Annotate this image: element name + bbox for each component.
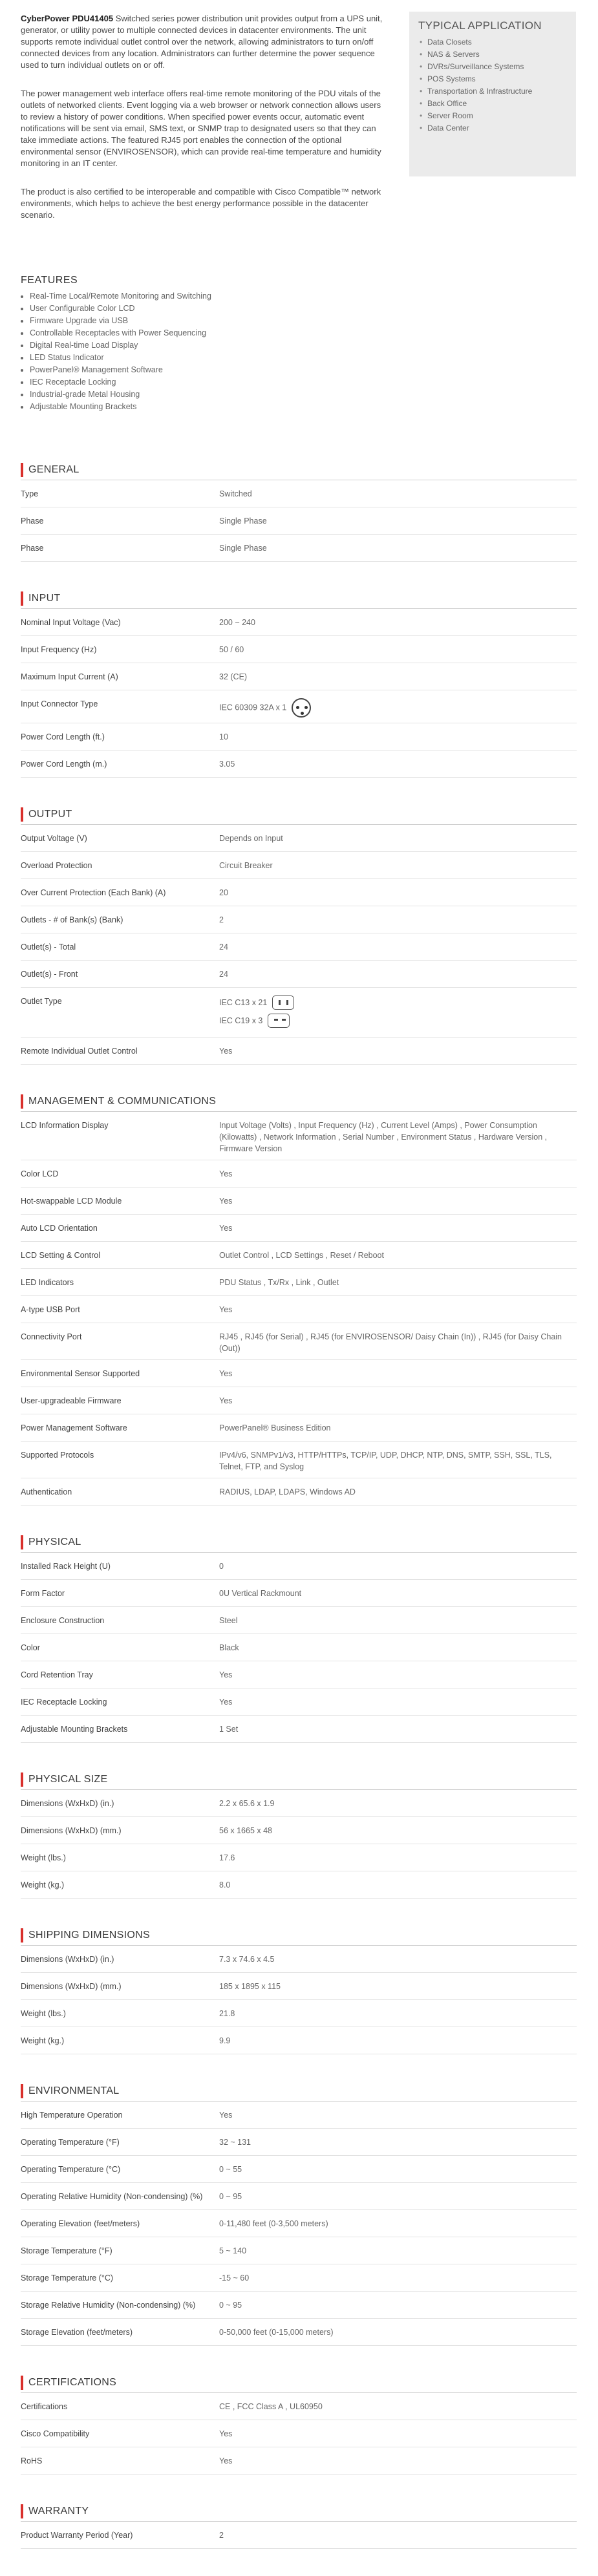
section-accent-bar: [21, 2504, 23, 2518]
typical-application-item: • POS Systems: [418, 73, 567, 85]
spec-label: LCD Information Display: [21, 1121, 109, 1130]
spec-value: 0: [219, 1562, 224, 1571]
spec-value: [219, 995, 577, 1037]
typical-application-item: • Server Room: [418, 110, 567, 122]
spec-value: 2: [219, 915, 224, 924]
section-header: [21, 1770, 577, 1790]
spec-row: [21, 2420, 577, 2447]
spec-row: [21, 2102, 577, 2129]
spec-row: [21, 1215, 577, 1242]
spec-label: Weight (lbs.): [21, 2009, 66, 2018]
section-header: [21, 805, 577, 825]
spec-value: IEC 60309 32A x 1: [219, 698, 577, 723]
typical-application-item: • Back Office: [418, 98, 567, 110]
spec-value: Yes: [219, 1224, 233, 1233]
section-title: MANAGEMENT & COMMUNICATIONS: [28, 1096, 217, 1107]
feature-item: • PowerPanel® Management Software: [30, 364, 383, 376]
section-accent-bar: [21, 1094, 23, 1109]
product-description: [21, 13, 383, 238]
iec-c13-socket-icon: [272, 995, 294, 1010]
spec-value: Yes: [219, 2456, 233, 2465]
spec-row: [21, 2319, 577, 2346]
feature-item: • Controllable Receptacles with Power Sequencing: [30, 327, 383, 339]
section-title: OUTPUT: [28, 809, 72, 820]
spec-label: Nominal Input Voltage (Vac): [21, 618, 121, 627]
spec-value: Switched: [219, 489, 252, 498]
spec-row: [21, 1844, 577, 1871]
spec-value: IPv4/v6, SNMPv1/v3, HTTP/HTTPs, TCP/IP, UDP, DHCP, NTP, DNS, SMTP, SSH, SSL, TLS, Telnet, FTP, and Syslog: [219, 1451, 552, 1471]
spec-value: 0 ~ 95: [219, 2301, 242, 2310]
spec-row: [21, 2129, 577, 2156]
spec-label: Color: [21, 1643, 40, 1652]
intro-text-1: Switched series power distribution unit provides output from a UPS unit, generator, or utility power to multiple connected devices in datacenter environments. The unit supports remote individual outlet control over the network, allowing administrators to turn on/off connected devices from any location. Administrators can further determine the power sequence used to turn individual outlets on or off.: [21, 14, 383, 70]
typical-application-box: [409, 12, 576, 176]
spec-value: Circuit Breaker: [219, 861, 273, 870]
spec-value: 32 ~ 131: [219, 2138, 251, 2147]
spec-row: [21, 1790, 577, 1817]
spec-value: 2: [219, 2531, 224, 2540]
spec-value: Single Phase: [219, 544, 267, 553]
spec-label: Dimensions (WxHxD) (in.): [21, 1799, 114, 1808]
spec-value: RJ45 , RJ45 (for Serial) , RJ45 (for ENVIROSENSOR/ Daisy Chain (In)) , RJ45 (for Daisy Chain (Out)): [219, 1332, 562, 1353]
spec-label: Operating Temperature (°F): [21, 2138, 120, 2147]
section-accent-bar: [21, 463, 23, 477]
spec-label: Environmental Sensor Supported: [21, 1369, 140, 1378]
spec-label: Cisco Compatibility: [21, 2429, 90, 2438]
spec-row: [21, 2000, 577, 2027]
spec-row: [21, 1871, 577, 1899]
features-list: [21, 290, 383, 413]
spec-row: [21, 2237, 577, 2264]
spec-row: [21, 750, 577, 778]
section-accent-bar: [21, 2084, 23, 2098]
feature-item: • Industrial-grade Metal Housing: [30, 389, 383, 401]
features-title: FEATURES: [21, 275, 78, 286]
spec-row: [21, 1817, 577, 1844]
product-name: CyberPower PDU41405: [21, 14, 114, 23]
spec-row: [21, 1187, 577, 1215]
spec-value: 10: [219, 732, 228, 741]
spec-label: Installed Rack Height (U): [21, 1562, 111, 1571]
spec-label: Input Frequency (Hz): [21, 645, 97, 654]
spec-row: [21, 480, 577, 507]
spec-label: Connectivity Port: [21, 1332, 82, 1341]
spec-row: [21, 1973, 577, 2000]
spec-value: Yes: [219, 2429, 233, 2438]
spec-label: Output Voltage (V): [21, 834, 87, 843]
typical-application-list: [418, 36, 567, 134]
spec-label: Power Management Software: [21, 1423, 127, 1432]
feature-item: • LED Status Indicator: [30, 352, 383, 364]
spec-row: [21, 988, 577, 1038]
spec-row: [21, 1553, 577, 1580]
section-management: [21, 1092, 577, 1506]
spec-value: 0 ~ 55: [219, 2165, 242, 2174]
spec-value: 56 x 1665 x 48: [219, 1826, 273, 1835]
spec-row: [21, 2393, 577, 2420]
spec-value: Yes: [219, 1305, 233, 1314]
spec-label: Maximum Input Current (A): [21, 672, 118, 681]
section-header: [21, 589, 577, 609]
iec-60309-connector-icon: [292, 698, 311, 718]
spec-row: [21, 879, 577, 906]
spec-label: Power Cord Length (m.): [21, 760, 107, 769]
section-header: [21, 1092, 577, 1112]
feature-item: • IEC Receptacle Locking: [30, 376, 383, 389]
spec-row: [21, 906, 577, 933]
section-accent-bar: [21, 1535, 23, 1549]
spec-value: 200 ~ 240: [219, 618, 255, 627]
spec-label: Authentication: [21, 1487, 72, 1496]
spec-label: Outlet(s) - Total: [21, 942, 76, 952]
spec-label: IEC Receptacle Locking: [21, 1698, 107, 1707]
feature-item: • Firmware Upgrade via USB: [30, 315, 383, 327]
spec-row: [21, 2447, 577, 2475]
section-title: GENERAL: [28, 464, 80, 475]
spec-row: [21, 1580, 577, 1607]
typical-application-item: • Transportation & Infrastructure: [418, 85, 567, 98]
spec-value: CE , FCC Class A , UL60950: [219, 2402, 323, 2411]
spec-value: PowerPanel® Business Edition: [219, 1423, 331, 1432]
section-output: [21, 805, 577, 1065]
spec-value: 17.6: [219, 1853, 235, 1862]
spec-row: [21, 1242, 577, 1269]
spec-row: [21, 1269, 577, 1296]
spec-row: [21, 2292, 577, 2319]
spec-label: Overload Protection: [21, 861, 92, 870]
spec-row: [21, 1160, 577, 1187]
spec-value: 2.2 x 65.6 x 1.9: [219, 1799, 275, 1808]
intro-paragraph-1: [21, 13, 383, 71]
spec-label: User-upgradeable Firmware: [21, 1396, 122, 1405]
section-general: [21, 460, 577, 562]
spec-row: [21, 663, 577, 690]
spec-row: [21, 961, 577, 988]
spec-label: Outlet Type: [21, 997, 62, 1006]
spec-value: Yes: [219, 1197, 233, 1206]
section-physical: [21, 1533, 577, 1743]
section-title: PHYSICAL: [28, 1537, 81, 1548]
spec-label: Remote Individual Outlet Control: [21, 1047, 138, 1056]
spec-value: Outlet Control , LCD Settings , Reset / Reboot: [219, 1251, 384, 1260]
spec-value: Yes: [219, 2111, 233, 2120]
spec-row: [21, 852, 577, 879]
spec-value: RADIUS, LDAP, LDAPS, Windows AD: [219, 1487, 356, 1496]
spec-label: Input Connector Type: [21, 699, 98, 708]
spec-value: Single Phase: [219, 516, 267, 526]
spec-label: Weight (kg.): [21, 1880, 65, 1889]
spec-row: [21, 1387, 577, 1414]
section-header: [21, 2373, 577, 2393]
section-accent-bar: [21, 2376, 23, 2390]
section-accent-bar: [21, 591, 23, 606]
section-accent-bar: [21, 807, 23, 822]
spec-value: 24: [219, 970, 228, 979]
spec-value: 9.9: [219, 2036, 231, 2045]
section-header: [21, 1926, 577, 1946]
spec-value: Yes: [219, 1169, 233, 1178]
spec-value: 0 ~ 95: [219, 2192, 242, 2201]
spec-value: 20: [219, 888, 228, 897]
spec-row: [21, 2156, 577, 2183]
spec-label: High Temperature Operation: [21, 2111, 123, 2120]
spec-value: 0-11,480 feet (0-3,500 meters): [219, 2219, 328, 2228]
spec-row: [21, 723, 577, 750]
spec-label: Storage Elevation (feet/meters): [21, 2328, 133, 2337]
spec-row: [21, 1716, 577, 1743]
typical-application-title: TYPICAL APPLICATION: [418, 19, 542, 32]
spec-value: Yes: [219, 1698, 233, 1707]
spec-row: [21, 1442, 577, 1478]
outlet-c19-label: IEC C19 x 3: [219, 1016, 263, 1025]
section-physical-size: [21, 1770, 577, 1899]
section-title: CERTIFICATIONS: [28, 2377, 117, 2388]
spec-label: Weight (kg.): [21, 2036, 65, 2045]
spec-label: LED Indicators: [21, 1278, 74, 1287]
spec-value: 7.3 x 74.6 x 4.5: [219, 1955, 275, 1964]
typical-application-item: • Data Center: [418, 122, 567, 134]
spec-label: Cord Retention Tray: [21, 1670, 93, 1679]
spec-value: Black: [219, 1643, 239, 1652]
spec-label: Dimensions (WxHxD) (in.): [21, 1955, 114, 1964]
spec-value: Yes: [219, 1369, 233, 1378]
spec-value: PDU Status , Tx/Rx , Link , Outlet: [219, 1278, 339, 1287]
section-header: [21, 2081, 577, 2102]
spec-label: Over Current Protection (Each Bank) (A): [21, 888, 166, 897]
spec-row: [21, 1038, 577, 1065]
spec-row: [21, 1323, 577, 1360]
section-accent-bar: [21, 1928, 23, 1943]
spec-label: Storage Temperature (°C): [21, 2273, 114, 2283]
spec-value: 0-50,000 feet (0-15,000 meters): [219, 2328, 334, 2337]
spec-value: 5 ~ 140: [219, 2246, 247, 2255]
spec-row: [21, 1607, 577, 1634]
spec-row: [21, 535, 577, 562]
feature-item: • Adjustable Mounting Brackets: [30, 401, 383, 413]
section-certifications: [21, 2373, 577, 2475]
spec-value: 0U Vertical Rackmount: [219, 1589, 302, 1598]
spec-label: Certifications: [21, 2402, 68, 2411]
spec-value: 50 / 60: [219, 645, 244, 654]
typical-application-item: • DVRs/Surveillance Systems: [418, 61, 567, 73]
section-header: [21, 2502, 577, 2522]
spec-row: [21, 1661, 577, 1688]
spec-row: [21, 507, 577, 535]
spec-label: Outlets - # of Bank(s) (Bank): [21, 915, 123, 924]
section-warranty: [21, 2502, 577, 2549]
spec-row: [21, 2264, 577, 2292]
spec-value: 185 x 1895 x 115: [219, 1982, 281, 1991]
spec-label: Auto LCD Orientation: [21, 1224, 98, 1233]
section-title: INPUT: [28, 593, 61, 604]
spec-value: 21.8: [219, 2009, 235, 2018]
spec-label: Outlet(s) - Front: [21, 970, 78, 979]
spec-row: [21, 825, 577, 852]
spec-label: Type: [21, 489, 39, 498]
spec-label: Hot-swappable LCD Module: [21, 1197, 122, 1206]
spec-label: A-type USB Port: [21, 1305, 80, 1314]
spec-value: Input Voltage (Volts) , Input Frequency (Hz) , Current Level (Amps) , Power Consumption (Kilowatts) , Network Information , Serial Number , Environment Status , Hardware Version , Firmware Version: [219, 1121, 548, 1153]
section-title: PHYSICAL SIZE: [28, 1774, 108, 1785]
section-title: ENVIRONMENTAL: [28, 2085, 120, 2096]
spec-label: Power Cord Length (ft.): [21, 732, 105, 741]
section-input: [21, 589, 577, 778]
spec-label: Color LCD: [21, 1169, 59, 1178]
typical-application-item: • NAS & Servers: [418, 48, 567, 61]
spec-row: [21, 1688, 577, 1716]
spec-label: Storage Relative Humidity (Non-condensing) (%): [21, 2301, 196, 2310]
spec-row: [21, 1414, 577, 1442]
feature-item: • User Configurable Color LCD: [30, 303, 383, 315]
spec-label: Product Warranty Period (Year): [21, 2531, 133, 2540]
spec-row: [21, 2522, 577, 2549]
feature-item: • Real-Time Local/Remote Monitoring and Switching: [30, 290, 383, 303]
spec-label: Dimensions (WxHxD) (mm.): [21, 1826, 122, 1835]
section-title: WARRANTY: [28, 2506, 89, 2517]
spec-label: RoHS: [21, 2456, 43, 2465]
intro-paragraph-3: The product is also certified to be interoperable and compatible with Cisco Compatible™ network environments, which helps to achieve the best energy performance possible in the datacenter scenario.: [21, 187, 381, 220]
spec-value: 32 (CE): [219, 672, 248, 681]
spec-row: [21, 1634, 577, 1661]
spec-value: Yes: [219, 1396, 233, 1405]
spec-row: [21, 1296, 577, 1323]
spec-row: [21, 933, 577, 961]
spec-label: Operating Elevation (feet/meters): [21, 2219, 140, 2228]
spec-row: [21, 2210, 577, 2237]
spec-value: 3.05: [219, 760, 235, 769]
spec-label: Dimensions (WxHxD) (mm.): [21, 1982, 122, 1991]
spec-value: Yes: [219, 1047, 233, 1056]
spec-label: Storage Temperature (°F): [21, 2246, 112, 2255]
spec-value: Yes: [219, 1670, 233, 1679]
spec-value: 8.0: [219, 1880, 231, 1889]
spec-label: Form Factor: [21, 1589, 65, 1598]
section-header: [21, 460, 577, 480]
spec-row: [21, 1478, 577, 1506]
spec-row: [21, 690, 577, 723]
spec-row: [21, 636, 577, 663]
spec-label: Operating Temperature (°C): [21, 2165, 121, 2174]
iec-c19-socket-icon: [268, 1014, 290, 1028]
spec-row: [21, 609, 577, 636]
spec-label: Adjustable Mounting Brackets: [21, 1725, 128, 1734]
feature-item: • Digital Real-time Load Display: [30, 339, 383, 352]
spec-value: Steel: [219, 1616, 238, 1625]
section-environmental: [21, 2081, 577, 2346]
typical-application-item: • Data Closets: [418, 36, 567, 48]
spec-value: Depends on Input: [219, 834, 283, 843]
section-shipping: [21, 1926, 577, 2054]
outlet-type-c13: [219, 995, 577, 1010]
outlet-type-c19: [219, 1014, 577, 1028]
spec-label: Phase: [21, 544, 44, 553]
spec-label: Operating Relative Humidity (Non-condensing) (%): [21, 2192, 203, 2201]
spec-value: -15 ~ 60: [219, 2273, 250, 2283]
intro-paragraph-2: The power management web interface offers real-time remote monitoring of the PDU vitals of the outlets of networked clients. Event logging via a web browser or network connection allows users to review a history of power conditions. When specified power events occur, automatic event notifications will be sent via email, SMS text, or SNMP trap to designated users so that they can take immediate actions. The featured RJ45 port enables the connection of the optional environmental sensor (ENVIROSENSOR), which can provide real-time temperature and humidity monitoring in an IT center.: [21, 89, 381, 168]
spec-label: Weight (lbs.): [21, 1853, 66, 1862]
spec-label: Phase: [21, 516, 44, 526]
spec-label: Supported Protocols: [21, 1451, 94, 1460]
spec-value: 1 Set: [219, 1725, 239, 1734]
spec-row: [21, 1360, 577, 1387]
features-block: [21, 275, 383, 413]
spec-label: Enclosure Construction: [21, 1616, 105, 1625]
outlet-c13-label: IEC C13 x 21: [219, 998, 268, 1007]
spec-row: [21, 2027, 577, 2054]
spec-row: [21, 2183, 577, 2210]
spec-sections: [21, 460, 577, 2576]
section-accent-bar: [21, 1772, 23, 1787]
spec-label: LCD Setting & Control: [21, 1251, 100, 1260]
spec-value: 24: [219, 942, 228, 952]
spec-row: [21, 1112, 577, 1160]
section-title: SHIPPING DIMENSIONS: [28, 1930, 150, 1941]
section-header: [21, 1533, 577, 1553]
spec-row: [21, 1946, 577, 1973]
